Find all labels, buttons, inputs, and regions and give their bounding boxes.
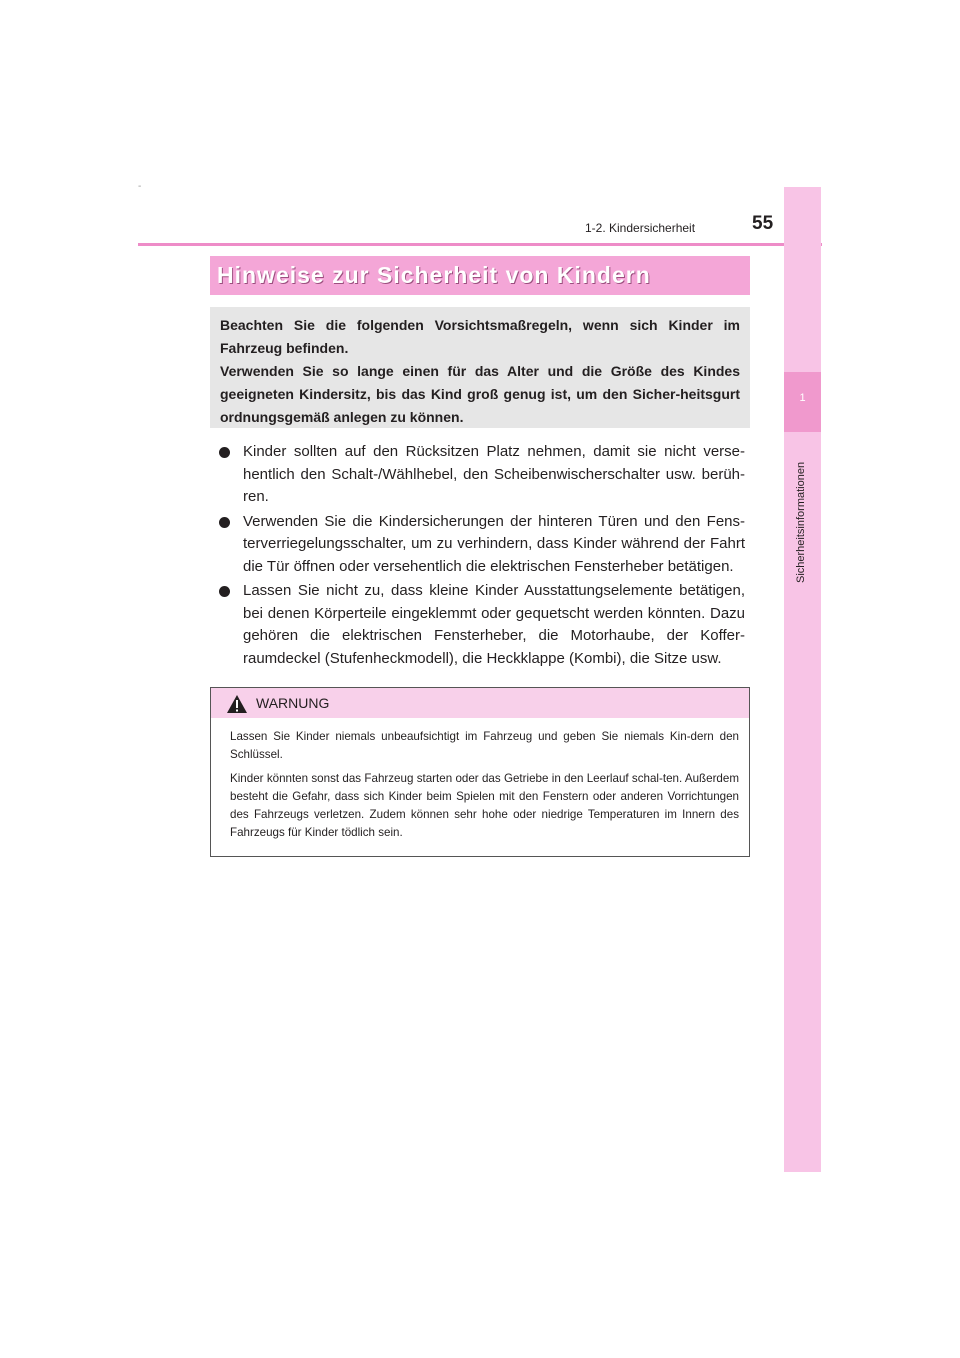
- section-label: 1-2. Kindersicherheit: [585, 221, 696, 235]
- list-item: [215, 580, 745, 670]
- intro-paragraph: Beachten Sie die folgenden Vorsichtsmaßregeln, wenn sich Kinder im Fahrzeug befinden.: [220, 317, 740, 356]
- list-item: [215, 511, 745, 579]
- bullet-dot-icon: [219, 517, 230, 528]
- warning-box: [210, 687, 750, 857]
- chapter-side-tab: [784, 187, 821, 1172]
- intro-box: [210, 307, 750, 428]
- list-item: [215, 441, 745, 509]
- bullet-dot-icon: [219, 586, 230, 597]
- chapter-title: Sicherheitsinformationen: [795, 461, 807, 583]
- bullet-dot-icon: [219, 447, 230, 458]
- list-item-text: Lassen Sie nicht zu, dass kleine Kinder Ausstattungselemente betätigen, bei denen Körperteile eingeklemmt oder gequetscht werden könnten. Dazu gehören die elektrischen Fensterheber, die Motorhaube, der Koffer-raumdeckel (Stufenheckmodell), die Heckklappe (Kombi), die Sitze usw.: [243, 582, 745, 667]
- warning-body: [211, 718, 749, 842]
- bullet-list: [215, 441, 745, 672]
- intro-paragraph: Verwenden Sie so lange einen für das Alter und die Größe des Kindes geeigneten Kindersitz, bis das Kind groß genug ist, um den Sicher-heitsgurt ordnungsgemäß anlegen zu können.: [220, 363, 740, 425]
- page-number: 55: [752, 213, 774, 234]
- warning-header: [211, 688, 749, 718]
- warning-title: WARNUNG: [256, 695, 330, 711]
- list-item-text: Kinder sollten auf den Rücksitzen Platz nehmen, damit sie nicht verse-hentlich den Schalt-/Wählhebel, den Scheibenwischerschalter usw. berüh-ren.: [243, 443, 745, 505]
- warning-paragraph: Lassen Sie Kinder niemals unbeaufsichtigt im Fahrzeug und geben Sie niemals Kin-dern den Schlüssel.: [230, 730, 739, 761]
- warning-triangle-icon: [226, 694, 248, 719]
- list-item-text: Verwenden Sie die Kindersicherungen der hinteren Türen und den Fens-terverriegelungsschalter, um zu verhindern, dass Kinder während der Fahrt die Tür öffnen oder versehentlich die elektrischen Fensterheber betätigen.: [243, 512, 745, 575]
- section-title-banner: [210, 256, 750, 295]
- section-title: Hinweise zur Sicherheit von Kindern: [217, 262, 651, 288]
- corner-marker: -: [138, 181, 142, 192]
- warning-paragraph: Kinder könnten sonst das Fahrzeug starten oder das Getriebe in den Leerlauf schal-ten. Außerdem besteht die Gefahr, dass sich Kinder beim Spielen mit den Fenstern oder anderen Vorrichtungen des Fahrzeugs verletzen. Zudem können sehr hohe oder niedrige Temperaturen im Innern des Fahrzeugs für Kinder tödlich sein.: [230, 772, 739, 839]
- chapter-number: 1: [799, 392, 806, 404]
- header-rule: [138, 243, 822, 246]
